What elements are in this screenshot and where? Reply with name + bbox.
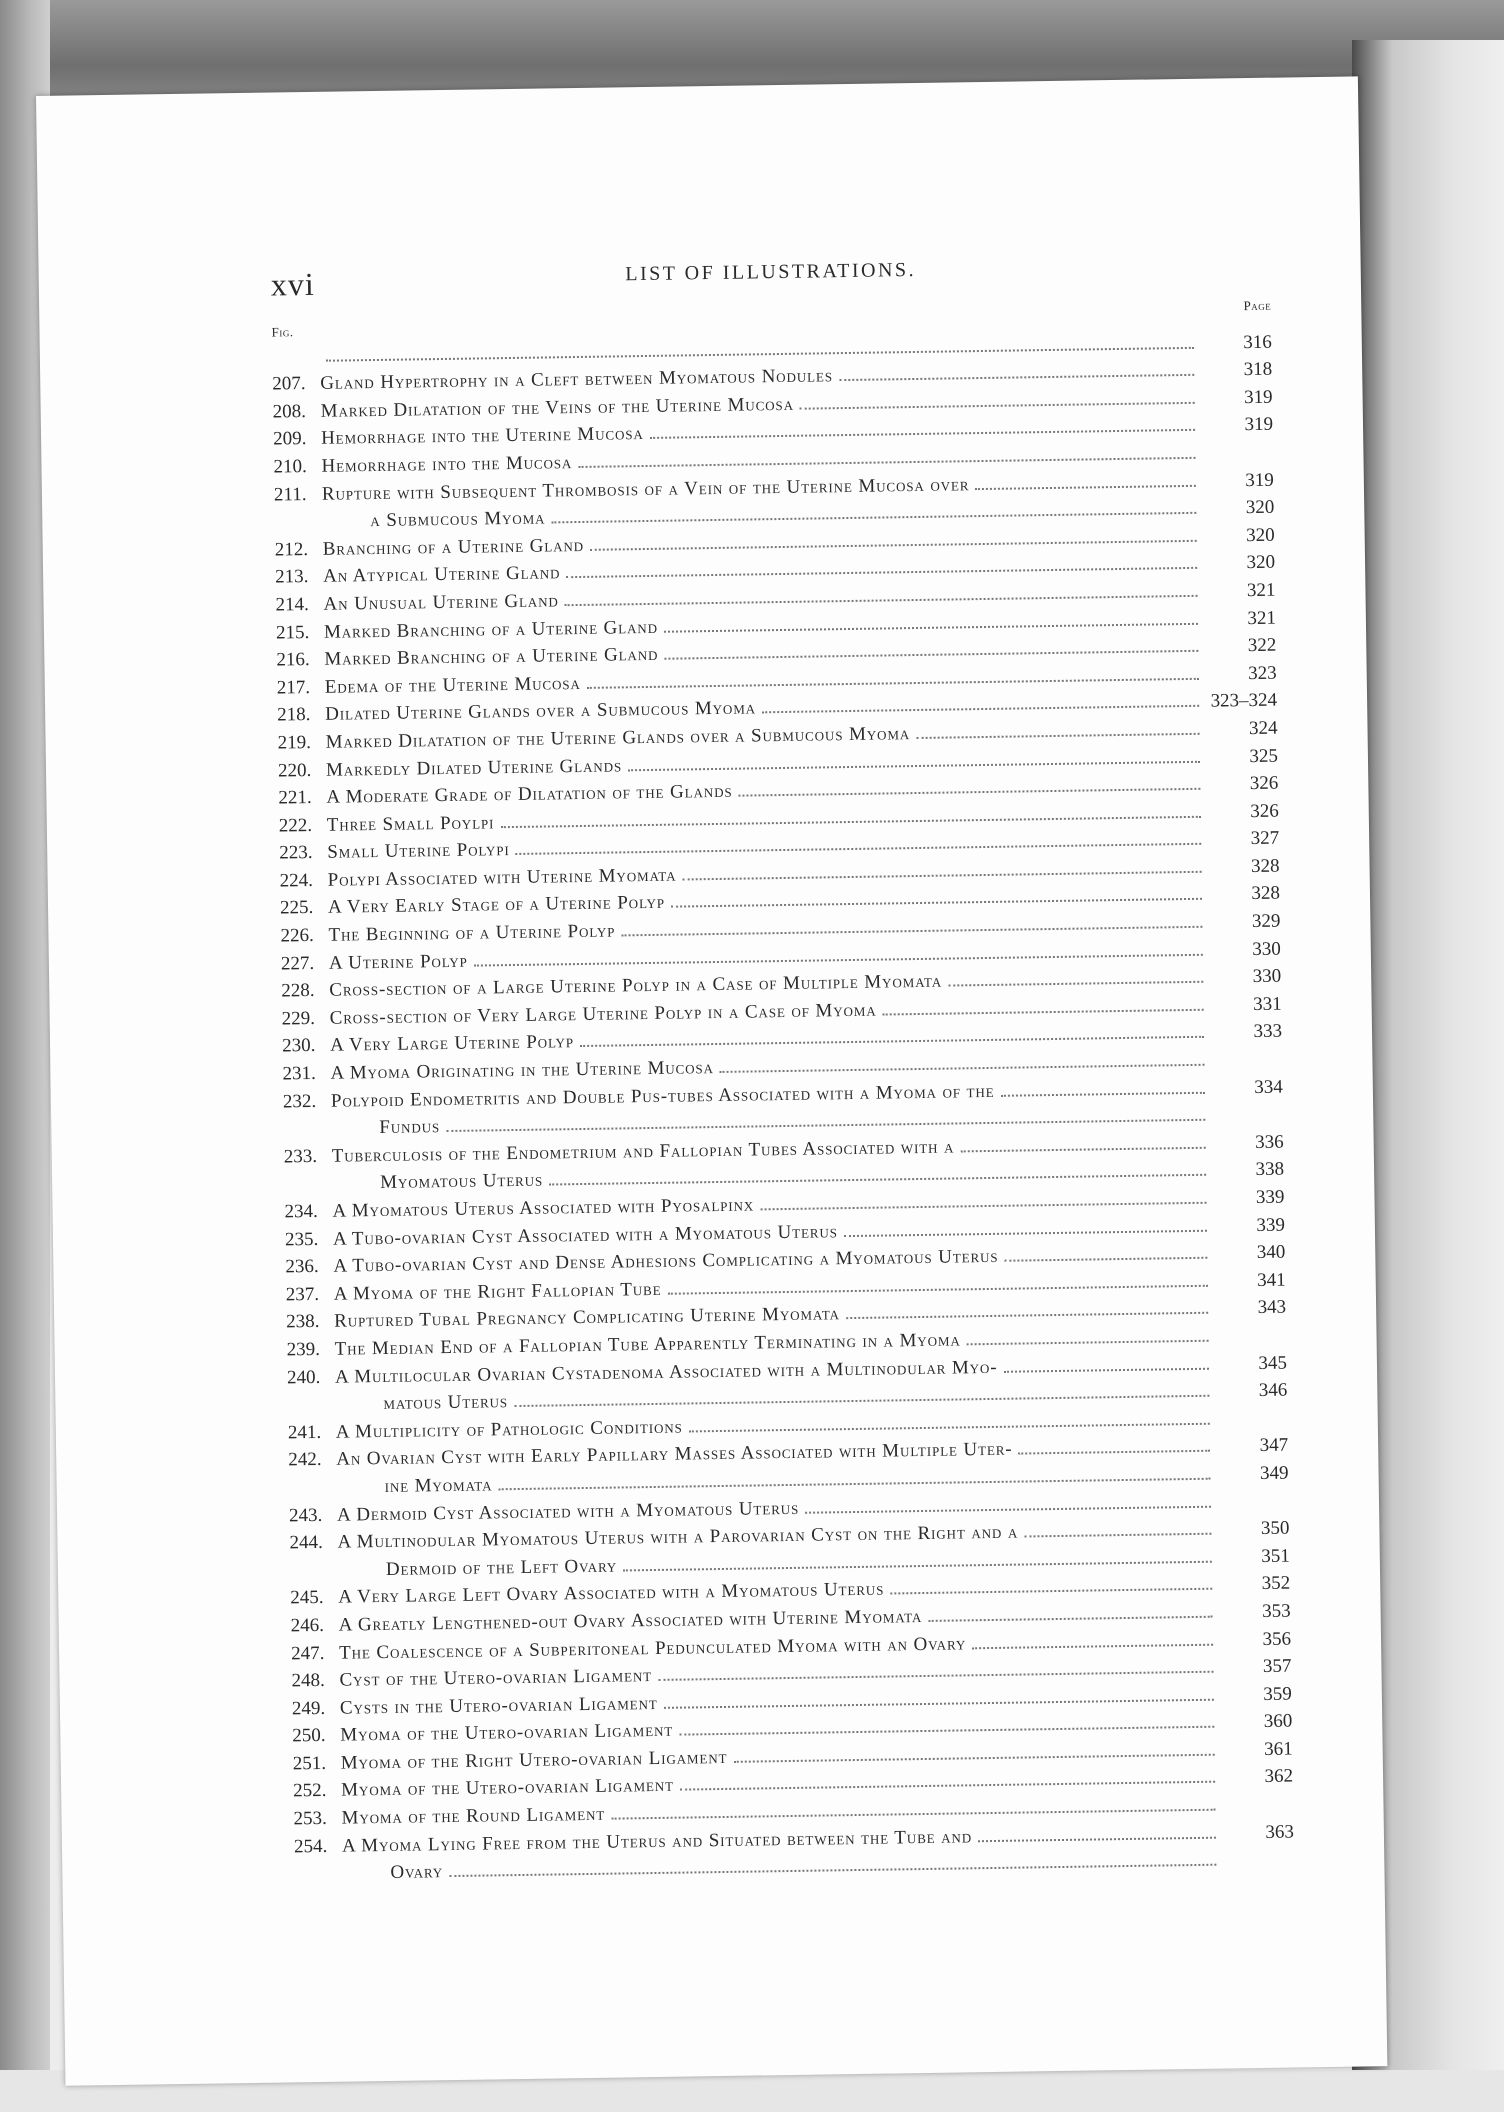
page-reference: 328 xyxy=(1251,883,1281,905)
page-reference: 330 xyxy=(1252,965,1282,988)
figure-number: 216. xyxy=(276,649,310,671)
page-reference: 327 xyxy=(1250,827,1280,850)
figure-title: Tuberculosis of the Endometrium and Fallopian Tubes Associated with a xyxy=(331,1136,955,1167)
dot-leader xyxy=(1019,1450,1211,1455)
page-reference: 338 xyxy=(1255,1159,1285,1181)
figure-number: 230. xyxy=(281,1035,316,1057)
page-reference: 329 xyxy=(1251,910,1281,933)
dot-leader xyxy=(844,1229,1207,1236)
page-reference: 352 xyxy=(1261,1572,1291,1595)
page-column-heading: Page xyxy=(1243,297,1272,314)
page-reference: 320 xyxy=(1246,552,1276,574)
dot-leader xyxy=(1005,1257,1208,1262)
dot-leader xyxy=(916,733,1199,739)
figure-title: Marked Branching of a Uterine Gland xyxy=(324,643,659,670)
figure-number: 254. xyxy=(293,1835,328,1858)
book-page xyxy=(36,76,1387,2085)
page-reference: 331 xyxy=(1252,993,1282,1015)
figure-title: A Multilocular Ovarian Cystadenoma Associated with a Multinodular Myo- xyxy=(334,1356,998,1388)
page-number: xvi xyxy=(270,265,315,303)
page-content xyxy=(270,246,1294,1886)
figure-title: A Moderate Grade of Dilatation of the Glands xyxy=(326,780,733,808)
figure-title: Cross-section of a Large Uterine Polyp in a Case of Multiple Myomata xyxy=(329,970,943,1001)
figure-number: 241. xyxy=(287,1421,322,1444)
page-reference: 350 xyxy=(1260,1517,1290,1540)
figure-number: 208. xyxy=(272,400,307,423)
figure-number: 242. xyxy=(288,1449,322,1471)
page-reference: 319 xyxy=(1244,414,1274,436)
figure-title: Myoma of the Utero-ovarian Ligament xyxy=(340,1720,674,1746)
dot-leader xyxy=(967,1340,1209,1346)
dot-leader xyxy=(928,1616,1212,1622)
page-reference: 326 xyxy=(1249,772,1279,795)
page-reference: 356 xyxy=(1262,1628,1292,1650)
figure-number: 247. xyxy=(290,1642,325,1664)
dot-leader xyxy=(1001,1091,1205,1096)
page-reference: 323–324 xyxy=(1210,689,1278,712)
figure-number: 229. xyxy=(281,1007,316,1030)
figure-title: Dilated Uterine Glands over a Submucous Myoma xyxy=(325,697,757,726)
page-reference: 361 xyxy=(1264,1738,1293,1760)
page-reference: 343 xyxy=(1257,1296,1287,1319)
figure-number: 212. xyxy=(274,538,309,561)
page-reference: 324 xyxy=(1248,717,1278,739)
figure-number: 226. xyxy=(280,925,314,947)
figure-number: 219. xyxy=(277,731,312,754)
figure-title: ine Myomata xyxy=(384,1474,493,1497)
page-reference: 341 xyxy=(1257,1269,1286,1291)
page-reference: 363 xyxy=(1265,1821,1295,1843)
figure-number: 209. xyxy=(272,428,307,450)
figure-number: 231. xyxy=(282,1062,316,1085)
figure-number: 234. xyxy=(284,1200,318,1223)
figure-number: 217. xyxy=(276,676,311,699)
figure-number: 246. xyxy=(290,1614,325,1637)
figure-title: Fundus xyxy=(379,1116,441,1139)
figure-number: 220. xyxy=(277,759,312,781)
dot-leader xyxy=(762,705,1199,713)
figure-title: A Tubo-ovarian Cyst and Dense Adhesions Complicating a Myomatous Uterus xyxy=(333,1246,999,1277)
figure-number: 236. xyxy=(285,1256,319,1278)
figure-number: 227. xyxy=(280,952,315,975)
figure-number: 211. xyxy=(273,483,307,506)
dot-leader xyxy=(948,981,1203,987)
figure-title: Hemorrhage into the Mucosa xyxy=(321,452,573,477)
dot-leader xyxy=(1004,1367,1210,1372)
figure-title: A Tubo-ovarian Cyst Associated with a Myomatous Uterus xyxy=(332,1220,838,1250)
dot-leader xyxy=(760,1202,1206,1211)
page-reference: 346 xyxy=(1258,1379,1288,1402)
figure-title: Edema of the Uterine Mucosa xyxy=(324,672,581,698)
dot-leader xyxy=(978,1836,1216,1842)
dot-leader xyxy=(805,1505,1211,1513)
page-reference: 325 xyxy=(1249,745,1279,767)
page-reference: 345 xyxy=(1258,1352,1288,1374)
page-reference: 336 xyxy=(1255,1131,1284,1153)
page-reference: 359 xyxy=(1263,1683,1292,1705)
figure-title: Hemorrhage into the Uterine Mucosa xyxy=(320,423,644,450)
figure-number: 238. xyxy=(286,1311,320,1333)
page-reference: 323 xyxy=(1248,662,1277,684)
page-reference xyxy=(1222,1871,1294,1872)
running-title: LIST OF ILLUSTRATIONS. xyxy=(625,258,917,286)
figure-number: 221. xyxy=(278,787,312,809)
figure-number: 210. xyxy=(273,455,307,478)
illustration-list xyxy=(272,326,1295,1886)
page-reference: 322 xyxy=(1247,634,1277,657)
figure-title: Myoma of the Utero-ovarian Ligament xyxy=(341,1775,675,1802)
dot-leader xyxy=(883,1009,1204,1016)
figure-title: Polypoid Endometritis and Double Pus-tubes Associated with a Myoma of the xyxy=(330,1080,995,1112)
page-reference: 339 xyxy=(1255,1186,1285,1209)
page-reference: 340 xyxy=(1256,1241,1286,1264)
figure-title: The Beginning of a Uterine Polyp xyxy=(328,920,616,946)
figure-number: 222. xyxy=(278,814,313,837)
dot-leader xyxy=(839,374,1194,381)
page-reference: 330 xyxy=(1252,938,1281,960)
figure-title: Myomatous Uterus xyxy=(380,1170,544,1194)
figure-title: Marked Branching of a Uterine Gland xyxy=(323,616,659,643)
figure-number: 239. xyxy=(286,1338,321,1361)
figure-title: Branching of a Uterine Gland xyxy=(322,534,585,560)
figure-number: 213. xyxy=(275,566,309,588)
page-reference: 318 xyxy=(1243,358,1273,381)
figure-number: 245. xyxy=(290,1587,324,1609)
page-reference: 316 xyxy=(1243,331,1272,353)
figure-title: A Multiplicity of Pathologic Conditions xyxy=(335,1416,683,1443)
figure-title: Dermoid of the Left Ovary xyxy=(385,1555,618,1580)
figure-number: 251. xyxy=(292,1752,327,1775)
figure-title: Small Uterine Polypi xyxy=(327,839,510,864)
page-reference: 357 xyxy=(1262,1655,1292,1678)
dot-leader xyxy=(890,1588,1212,1595)
figure-number: 252. xyxy=(293,1780,327,1802)
figure-number: 218. xyxy=(277,704,311,726)
page-reference: 334 xyxy=(1254,1076,1283,1098)
dot-leader xyxy=(449,1864,1216,1877)
page-reference: 326 xyxy=(1250,800,1279,822)
figure-title: A Myoma of the Right Fallopian Tube xyxy=(333,1278,662,1305)
figure-title: A Very Early Stage of a Uterine Polyp xyxy=(327,892,666,919)
page-reference: 333 xyxy=(1253,1021,1283,1043)
figure-title: Myoma of the Round Ligament xyxy=(341,1803,606,1829)
figure-title: The Coalescence of a Subperitoneal Pedunculated Myoma with an Ovary xyxy=(338,1632,967,1664)
dot-leader xyxy=(733,1754,1214,1763)
figure-number: 240. xyxy=(286,1366,321,1388)
page-reference: 353 xyxy=(1261,1600,1291,1622)
figure-title: Rupture with Subsequent Thrombosis of a Vein of the Uterine Mucosa over xyxy=(321,473,970,505)
figure-number: 228. xyxy=(281,980,315,1002)
page-reference: 319 xyxy=(1245,469,1274,491)
figure-title: Marked Dilatation of the Veins of the Uterine Mucosa xyxy=(320,393,795,422)
page-reference: 339 xyxy=(1256,1214,1286,1236)
page-reference: 362 xyxy=(1264,1766,1294,1788)
figure-title: Markedly Dilated Uterine Glands xyxy=(325,754,623,781)
figure-title: Three Small Poylpi xyxy=(326,811,495,836)
figure-number: 237. xyxy=(285,1283,320,1306)
figure-title: A Uterine Polyp xyxy=(328,950,468,974)
page-reference: 351 xyxy=(1261,1545,1290,1567)
figure-title: A Myoma Originating in the Uterine Mucosa xyxy=(330,1057,715,1084)
figure-number: 224. xyxy=(279,869,314,892)
figure-number: 235. xyxy=(284,1228,319,1251)
dot-leader xyxy=(975,484,1196,489)
page-reference: 328 xyxy=(1250,855,1280,877)
dot-leader xyxy=(1024,1533,1211,1538)
figure-title: A Myomatous Uterus Associated with Pyosalpinx xyxy=(332,1194,755,1222)
figure-title: Gland Hypertrophy in a Cleft between Myomatous Nodules xyxy=(320,365,834,395)
page-reference: 321 xyxy=(1247,607,1277,629)
page-reference: 349 xyxy=(1259,1462,1289,1484)
dot-leader xyxy=(800,402,1195,410)
figure-title: Ovary xyxy=(390,1861,444,1884)
dot-leader xyxy=(972,1643,1213,1649)
page-reference: 320 xyxy=(1245,496,1275,519)
figure-title: A Very Large Left Ovary Associated with a Myomatous Uterus xyxy=(338,1578,885,1608)
figure-number: 232. xyxy=(282,1090,317,1113)
figure-title: Marked Dilatation of the Uterine Glands over a Submucous Myoma xyxy=(325,723,911,753)
figure-title: Cross-section of Very Large Uterine Polyp in a Case of Myoma xyxy=(329,999,877,1029)
figure-title: Cyst of the Utero-ovarian Ligament xyxy=(339,1665,653,1691)
figure-number: 244. xyxy=(289,1532,323,1554)
figure-number: 207. xyxy=(272,373,306,395)
figure-number: 248. xyxy=(291,1669,325,1692)
figure-title: A Very Large Uterine Polyp xyxy=(329,1031,575,1057)
dot-leader xyxy=(960,1147,1205,1153)
dot-leader xyxy=(846,1312,1208,1319)
figure-title: A Multinodular Myomatous Uterus with a Parovarian Cyst on the Right and a xyxy=(337,1521,1019,1553)
figure-number: 223. xyxy=(279,842,313,864)
figure-number: 250. xyxy=(292,1725,326,1747)
dot-leader xyxy=(739,788,1201,797)
figure-number: 215. xyxy=(275,621,310,644)
figure-title: The Median End of a Fallopian Tube Apparently Terminating in a Myoma xyxy=(334,1329,961,1360)
page-reference: 320 xyxy=(1245,524,1275,546)
figure-title: A Dermoid Cyst Associated with a Myomatous Uterus xyxy=(336,1497,800,1526)
figure-number: 243. xyxy=(288,1504,323,1526)
figure-number: 214. xyxy=(275,593,309,616)
dot-leader xyxy=(720,1064,1205,1073)
figure-title: Cysts in the Utero-ovarian Ligament xyxy=(339,1692,658,1719)
figure-title: An Atypical Uterine Gland xyxy=(323,562,561,588)
figure-title: Myoma of the Right Utero-ovarian Ligament xyxy=(340,1746,728,1774)
page-reference: 321 xyxy=(1246,579,1276,602)
figure-title: a Submucous Myoma xyxy=(370,507,546,532)
figure-title: An Unusual Uterine Gland xyxy=(323,590,559,615)
page-reference: 360 xyxy=(1263,1710,1293,1733)
figure-number: 225. xyxy=(279,897,314,919)
figure-number: 253. xyxy=(293,1807,327,1830)
fig-column-heading: Fig. xyxy=(271,324,294,340)
figure-title: Polypi Associated with Uterine Myomata xyxy=(327,864,677,891)
figure-title: Ruptured Tubal Pregnancy Complicating Uterine Myomata xyxy=(334,1303,841,1333)
figure-title: A Greatly Lengthened-out Ovary Associated with Uterine Myomata xyxy=(338,1605,923,1636)
figure-title: An Ovarian Cyst with Early Papillary Masses Associated with Multiple Uter- xyxy=(336,1439,1013,1471)
page-reference: 319 xyxy=(1243,386,1273,408)
figure-title: A Myoma Lying Free from the Uterus and Situated between the Tube and xyxy=(341,1825,973,1857)
figure-number: 249. xyxy=(291,1697,326,1720)
figure-number: 233. xyxy=(283,1145,318,1168)
figure-title: matous Uterus xyxy=(383,1391,509,1415)
page-reference: 347 xyxy=(1259,1434,1289,1457)
